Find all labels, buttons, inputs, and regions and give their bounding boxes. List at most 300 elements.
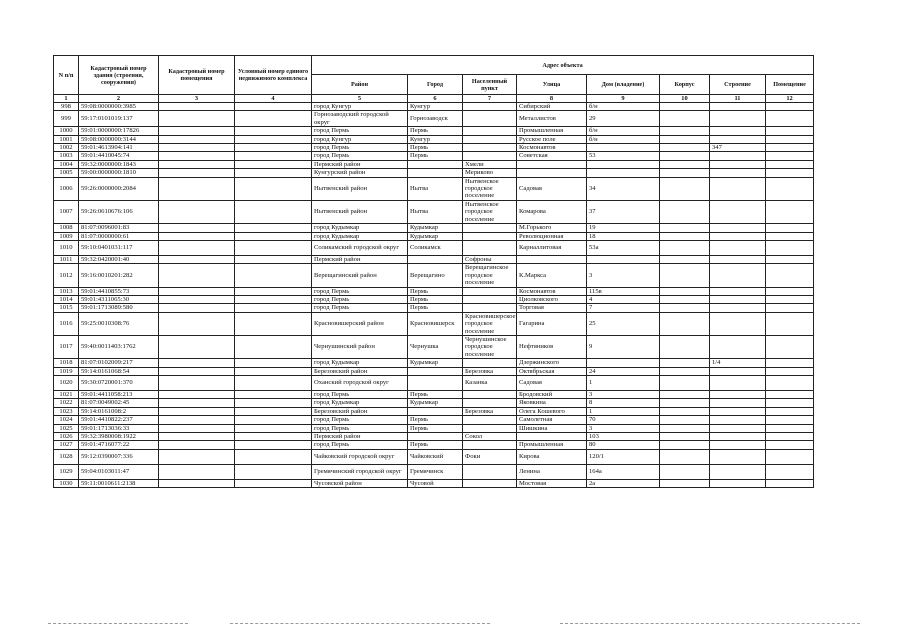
corpus-cell: [660, 240, 710, 255]
district-cell: Нытвенский район: [312, 200, 408, 223]
cad-room-cell: [159, 416, 235, 424]
building-cell: [710, 103, 766, 111]
building-cell: [710, 224, 766, 232]
house-cell: 7: [587, 304, 660, 312]
settlement-cell: [463, 424, 517, 432]
cad-building-cell: 59:14:0161068:54: [79, 367, 159, 375]
district-cell: город Пермь: [312, 127, 408, 135]
street-cell: М.Горького: [517, 224, 587, 232]
room-cell: [766, 177, 814, 200]
settlement-cell: [463, 391, 517, 399]
street-cell: Самолетная: [517, 416, 587, 424]
building-cell: [710, 367, 766, 375]
header-cond-number: Условный номер единого недвижимого комплекса: [235, 56, 312, 95]
column-number: 3: [159, 95, 235, 103]
district-cell: Красновишерский район: [312, 312, 408, 335]
house-cell: 19: [587, 224, 660, 232]
row-number: 1007: [54, 200, 79, 223]
building-cell: [710, 111, 766, 127]
street-cell: Революционная: [517, 232, 587, 240]
street-cell: Яковкина: [517, 399, 587, 407]
cond-number-cell: [235, 160, 312, 168]
house-cell: 115в: [587, 287, 660, 295]
table-header: [54, 56, 814, 103]
row-number: 1020: [54, 376, 79, 391]
house-cell: 3: [587, 424, 660, 432]
table-row: [54, 399, 814, 407]
settlement-cell: [463, 416, 517, 424]
room-cell: [766, 103, 814, 111]
row-number: 1013: [54, 287, 79, 295]
city-cell: Соликамск: [408, 240, 463, 255]
row-number: 1003: [54, 152, 79, 160]
cad-room-cell: [159, 232, 235, 240]
house-cell: [587, 359, 660, 367]
cond-number-cell: [235, 304, 312, 312]
cond-number-cell: [235, 169, 312, 177]
settlement-cell: Верещагинское городское поселение: [463, 264, 517, 287]
house-cell: 53а: [587, 240, 660, 255]
settlement-cell: [463, 152, 517, 160]
room-cell: [766, 295, 814, 303]
table-row: [54, 152, 814, 160]
district-cell: Кунгурский район: [312, 169, 408, 177]
cond-number-cell: [235, 224, 312, 232]
house-cell: 164а: [587, 464, 660, 479]
table-row: [54, 335, 814, 358]
column-number: 7: [463, 95, 517, 103]
table-row: [54, 391, 814, 399]
district-cell: Нытвенский район: [312, 177, 408, 200]
city-cell: Кудымкар: [408, 399, 463, 407]
cad-room-cell: [159, 169, 235, 177]
city-cell: Пермь: [408, 127, 463, 135]
row-number: 1021: [54, 391, 79, 399]
corpus-cell: [660, 312, 710, 335]
table-row: [54, 376, 814, 391]
street-cell: Кирова: [517, 449, 587, 464]
cad-building-cell: 59:04:0103011:47: [79, 464, 159, 479]
house-cell: 80: [587, 441, 660, 449]
room-cell: [766, 264, 814, 287]
district-cell: Чернушинский район: [312, 335, 408, 358]
room-cell: [766, 169, 814, 177]
room-cell: [766, 160, 814, 168]
row-number: 1004: [54, 160, 79, 168]
district-cell: город Пермь: [312, 295, 408, 303]
cond-number-cell: [235, 200, 312, 223]
street-cell: Космонавтов: [517, 287, 587, 295]
row-number: 1011: [54, 255, 79, 263]
settlement-cell: [463, 232, 517, 240]
cad-building-cell: 59:14:0161008:2: [79, 407, 159, 415]
cad-room-cell: [159, 200, 235, 223]
page-edge-mark: [230, 623, 490, 625]
room-cell: [766, 449, 814, 464]
building-cell: [710, 177, 766, 200]
corpus-cell: [660, 464, 710, 479]
room-cell: [766, 127, 814, 135]
cad-building-cell: 59:32:0000000:1843: [79, 160, 159, 168]
district-cell: город Пермь: [312, 441, 408, 449]
row-number: 1026: [54, 433, 79, 441]
street-cell: Советская: [517, 152, 587, 160]
corpus-cell: [660, 144, 710, 152]
district-cell: Чайковский городской округ: [312, 449, 408, 464]
house-cell: 2а: [587, 479, 660, 487]
table-row: [54, 464, 814, 479]
row-number: 1008: [54, 224, 79, 232]
city-cell: Чусовой: [408, 479, 463, 487]
row-number: 1029: [54, 464, 79, 479]
cad-room-cell: [159, 399, 235, 407]
cond-number-cell: [235, 177, 312, 200]
corpus-cell: [660, 359, 710, 367]
building-cell: 1/4: [710, 359, 766, 367]
district-cell: Горнозаводский городской округ: [312, 111, 408, 127]
row-number: 1024: [54, 416, 79, 424]
table-row: [54, 449, 814, 464]
building-cell: [710, 160, 766, 168]
city-cell: Верещагино: [408, 264, 463, 287]
building-cell: [710, 295, 766, 303]
corpus-cell: [660, 479, 710, 487]
house-cell: б/н: [587, 103, 660, 111]
district-cell: город Пермь: [312, 144, 408, 152]
row-number: 999: [54, 111, 79, 127]
street-cell: Промышленная: [517, 127, 587, 135]
cad-room-cell: [159, 359, 235, 367]
district-cell: город Пермь: [312, 304, 408, 312]
cond-number-cell: [235, 424, 312, 432]
room-cell: [766, 464, 814, 479]
cond-number-cell: [235, 391, 312, 399]
table-row: [54, 312, 814, 335]
city-cell: [408, 255, 463, 263]
room-cell: [766, 200, 814, 223]
table-row: [54, 127, 814, 135]
city-cell: Пермь: [408, 152, 463, 160]
cond-number-cell: [235, 449, 312, 464]
city-cell: Нытва: [408, 177, 463, 200]
settlement-cell: [463, 479, 517, 487]
corpus-cell: [660, 407, 710, 415]
street-cell: Карналлитовая: [517, 240, 587, 255]
cad-room-cell: [159, 449, 235, 464]
city-cell: Кудымкар: [408, 224, 463, 232]
house-cell: 70: [587, 416, 660, 424]
cad-building-cell: 59:01:4410855:73: [79, 287, 159, 295]
corpus-cell: [660, 367, 710, 375]
cond-number-cell: [235, 144, 312, 152]
cond-number-cell: [235, 232, 312, 240]
building-cell: [710, 391, 766, 399]
settlement-cell: Чернушинское городское поселение: [463, 335, 517, 358]
settlement-cell: [463, 464, 517, 479]
corpus-cell: [660, 449, 710, 464]
district-cell: город Кудымкар: [312, 224, 408, 232]
row-number: 1000: [54, 127, 79, 135]
cad-building-cell: 59:01:1713036:33: [79, 424, 159, 432]
settlement-cell: Нытвенское городское поселение: [463, 177, 517, 200]
cond-number-cell: [235, 376, 312, 391]
settlement-cell: [463, 287, 517, 295]
room-cell: [766, 407, 814, 415]
room-cell: [766, 255, 814, 263]
street-cell: [517, 433, 587, 441]
cad-room-cell: [159, 407, 235, 415]
header-settlement: Населенный пункт: [463, 75, 517, 95]
street-cell: Дзержинского: [517, 359, 587, 367]
cad-room-cell: [159, 479, 235, 487]
district-cell: Гремячинский городской округ: [312, 464, 408, 479]
settlement-cell: [463, 441, 517, 449]
building-cell: [710, 127, 766, 135]
building-cell: [710, 407, 766, 415]
cad-room-cell: [159, 441, 235, 449]
street-cell: Садовая: [517, 177, 587, 200]
cond-number-cell: [235, 255, 312, 263]
settlement-cell: Нытвенское городское поселение: [463, 200, 517, 223]
column-number-row: [54, 95, 814, 103]
row-number: 1028: [54, 449, 79, 464]
cad-building-cell: 59:01:1713089:580: [79, 304, 159, 312]
room-cell: [766, 232, 814, 240]
building-cell: [710, 424, 766, 432]
cond-number-cell: [235, 240, 312, 255]
table-row: [54, 367, 814, 375]
street-cell: Бродовский: [517, 391, 587, 399]
street-cell: [517, 169, 587, 177]
room-cell: [766, 111, 814, 127]
city-cell: Пермь: [408, 144, 463, 152]
building-cell: [710, 399, 766, 407]
page-edge-mark: [48, 623, 188, 625]
room-cell: [766, 376, 814, 391]
table-row: [54, 169, 814, 177]
city-cell: [408, 407, 463, 415]
table-row: [54, 479, 814, 487]
table-row: [54, 359, 814, 367]
house-cell: 25: [587, 312, 660, 335]
city-cell: Пермь: [408, 416, 463, 424]
corpus-cell: [660, 152, 710, 160]
building-cell: [710, 135, 766, 143]
room-cell: [766, 312, 814, 335]
table-row: [54, 255, 814, 263]
district-cell: город Пермь: [312, 424, 408, 432]
room-cell: [766, 144, 814, 152]
building-cell: [710, 376, 766, 391]
room-cell: [766, 152, 814, 160]
cond-number-cell: [235, 135, 312, 143]
city-cell: [408, 169, 463, 177]
street-cell: Октябрьская: [517, 367, 587, 375]
house-cell: [587, 169, 660, 177]
building-cell: 347: [710, 144, 766, 152]
settlement-cell: Фоки: [463, 449, 517, 464]
corpus-cell: [660, 200, 710, 223]
corpus-cell: [660, 160, 710, 168]
cad-building-cell: 81:07:0000000:61: [79, 232, 159, 240]
row-number: 1017: [54, 335, 79, 358]
room-cell: [766, 135, 814, 143]
cad-building-cell: 59:26:0610676:106: [79, 200, 159, 223]
district-cell: Пермский район: [312, 160, 408, 168]
row-number: 1009: [54, 232, 79, 240]
cond-number-cell: [235, 287, 312, 295]
cad-building-cell: 81:07:0102009:217: [79, 359, 159, 367]
house-cell: 1: [587, 376, 660, 391]
settlement-cell: Мериково: [463, 169, 517, 177]
corpus-cell: [660, 304, 710, 312]
cad-building-cell: 59:01:0000000:17826: [79, 127, 159, 135]
cond-number-cell: [235, 433, 312, 441]
cad-building-cell: 59:01:4410045:74: [79, 152, 159, 160]
corpus-cell: [660, 127, 710, 135]
street-cell: Олега Кошевого: [517, 407, 587, 415]
corpus-cell: [660, 433, 710, 441]
city-cell: Гремячинск: [408, 464, 463, 479]
settlement-cell: Березовка: [463, 367, 517, 375]
settlement-cell: [463, 135, 517, 143]
district-cell: Верещагинский район: [312, 264, 408, 287]
room-cell: [766, 359, 814, 367]
district-cell: город Кунгур: [312, 135, 408, 143]
column-number: 9: [587, 95, 660, 103]
house-cell: б/н: [587, 135, 660, 143]
cond-number-cell: [235, 367, 312, 375]
cad-room-cell: [159, 295, 235, 303]
header-corpus: Корпус: [660, 75, 710, 95]
column-number: 8: [517, 95, 587, 103]
house-cell: 8: [587, 399, 660, 407]
cad-room-cell: [159, 304, 235, 312]
corpus-cell: [660, 376, 710, 391]
row-number: 1010: [54, 240, 79, 255]
settlement-cell: Красновишерское городское поселение: [463, 312, 517, 335]
corpus-cell: [660, 441, 710, 449]
cad-room-cell: [159, 391, 235, 399]
building-cell: [710, 240, 766, 255]
row-number: 1005: [54, 169, 79, 177]
cond-number-cell: [235, 264, 312, 287]
settlement-cell: Березовка: [463, 407, 517, 415]
room-cell: [766, 287, 814, 295]
table-row: [54, 287, 814, 295]
cad-building-cell: 59:08:0000000:3985: [79, 103, 159, 111]
cad-room-cell: [159, 135, 235, 143]
cond-number-cell: [235, 399, 312, 407]
district-cell: город Кунгур: [312, 103, 408, 111]
settlement-cell: [463, 359, 517, 367]
table-row: [54, 177, 814, 200]
building-cell: [710, 433, 766, 441]
corpus-cell: [660, 295, 710, 303]
house-cell: 120/1: [587, 449, 660, 464]
house-cell: 1: [587, 407, 660, 415]
cad-room-cell: [159, 224, 235, 232]
cond-number-cell: [235, 103, 312, 111]
corpus-cell: [660, 255, 710, 263]
cad-building-cell: 59:01:4716077:22: [79, 441, 159, 449]
cond-number-cell: [235, 479, 312, 487]
building-cell: [710, 441, 766, 449]
row-number: 1025: [54, 424, 79, 432]
cad-room-cell: [159, 160, 235, 168]
cad-building-cell: 59:01:4311065:30: [79, 295, 159, 303]
settlement-cell: [463, 144, 517, 152]
street-cell: Ленина: [517, 464, 587, 479]
table-row: [54, 135, 814, 143]
settlement-cell: [463, 224, 517, 232]
row-number: 998: [54, 103, 79, 111]
city-cell: Пермь: [408, 424, 463, 432]
street-cell: Космонавтов: [517, 144, 587, 152]
cad-room-cell: [159, 255, 235, 263]
settlement-cell: Софроны: [463, 255, 517, 263]
table-row: [54, 295, 814, 303]
building-cell: [710, 255, 766, 263]
cad-building-cell: 59:26:0000000:2084: [79, 177, 159, 200]
cad-building-cell: 81:07:0049002:45: [79, 399, 159, 407]
settlement-cell: [463, 295, 517, 303]
building-cell: [710, 416, 766, 424]
cond-number-cell: [235, 312, 312, 335]
building-cell: [710, 312, 766, 335]
cond-number-cell: [235, 416, 312, 424]
street-cell: Торговая: [517, 304, 587, 312]
cond-number-cell: [235, 441, 312, 449]
table-row: [54, 103, 814, 111]
corpus-cell: [660, 416, 710, 424]
cad-room-cell: [159, 312, 235, 335]
cad-building-cell: 59:01:4613904:141: [79, 144, 159, 152]
district-cell: город Кудымкар: [312, 232, 408, 240]
room-cell: [766, 391, 814, 399]
district-cell: Чусовской район: [312, 479, 408, 487]
table-body: [54, 103, 814, 488]
column-number: 10: [660, 95, 710, 103]
settlement-cell: [463, 103, 517, 111]
table-row: [54, 441, 814, 449]
house-cell: 103: [587, 433, 660, 441]
street-cell: Металлистов: [517, 111, 587, 127]
house-cell: 18: [587, 232, 660, 240]
room-cell: [766, 433, 814, 441]
table-row: [54, 200, 814, 223]
city-cell: Пермь: [408, 304, 463, 312]
house-cell: [587, 255, 660, 263]
cad-building-cell: 59:08:0000000:3144: [79, 135, 159, 143]
cad-building-cell: 59:25:0010308:76: [79, 312, 159, 335]
settlement-cell: Казанка: [463, 376, 517, 391]
address-registry-table: [53, 55, 814, 488]
room-cell: [766, 240, 814, 255]
settlement-cell: [463, 399, 517, 407]
city-cell: Чайковский: [408, 449, 463, 464]
row-number: 1015: [54, 304, 79, 312]
cond-number-cell: [235, 295, 312, 303]
cad-room-cell: [159, 424, 235, 432]
cad-building-cell: 59:30:0720001:370: [79, 376, 159, 391]
building-cell: [710, 169, 766, 177]
cad-building-cell: 59:11:0010611:2138: [79, 479, 159, 487]
settlement-cell: Хмели: [463, 160, 517, 168]
district-cell: город Пермь: [312, 152, 408, 160]
cond-number-cell: [235, 127, 312, 135]
cad-room-cell: [159, 264, 235, 287]
